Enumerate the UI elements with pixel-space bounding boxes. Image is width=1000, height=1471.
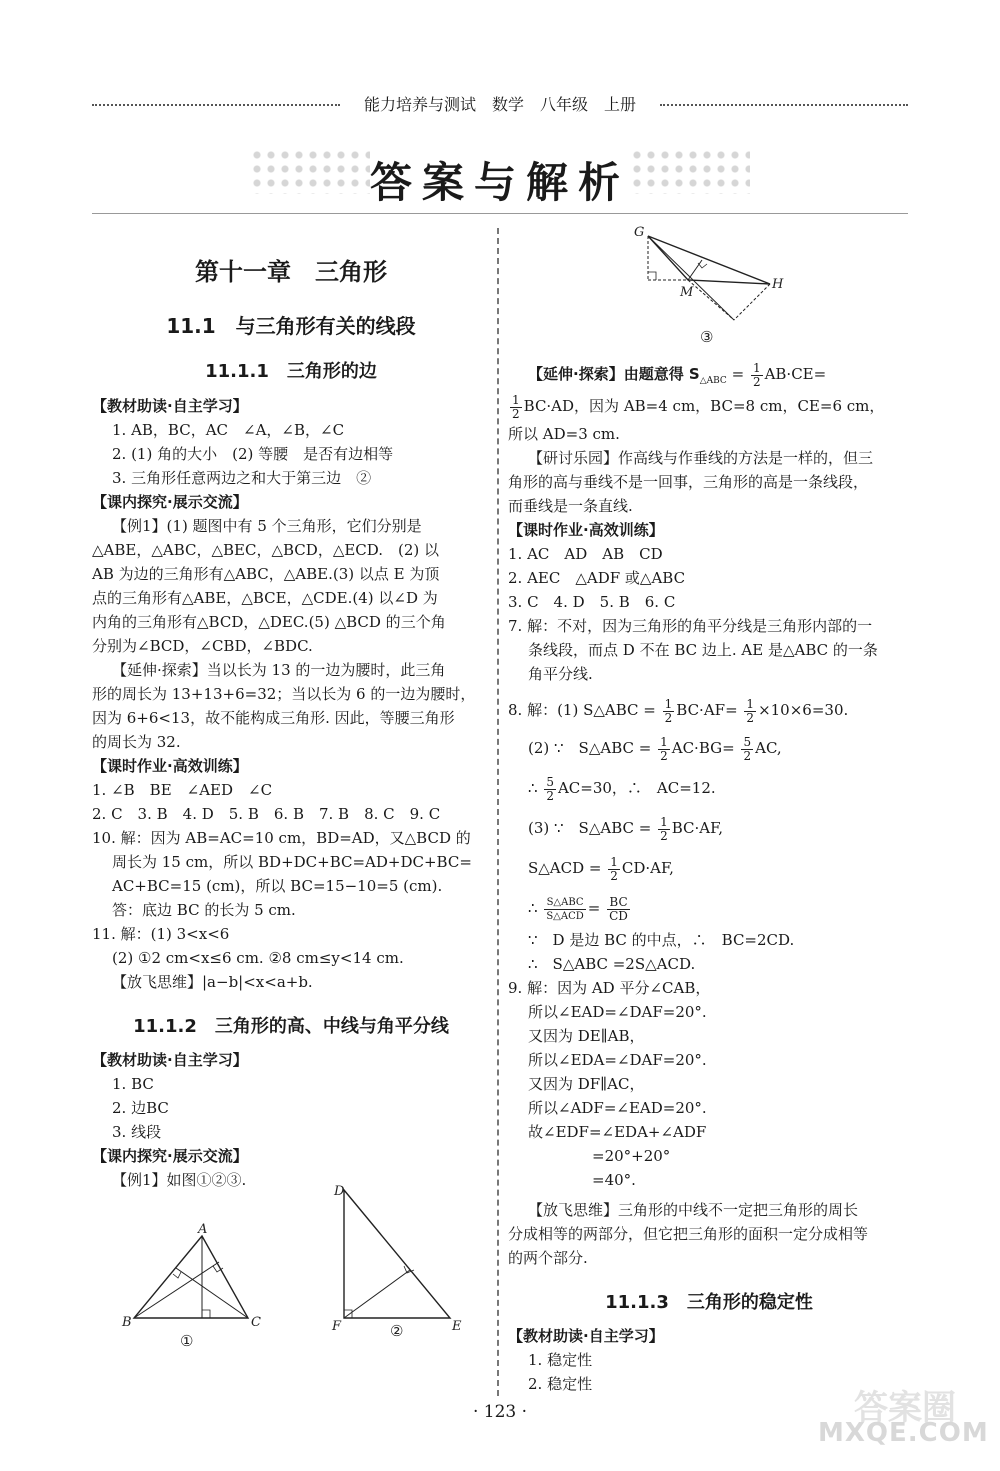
fig2-label-d: D [334,1184,345,1199]
fig1-label-a: A [198,1222,208,1237]
answer-line: 3. C 4. D 5. B 6. C [508,593,676,611]
answer-line: ∵ D 是边 BC 的中点，∴ BC=2CD. [528,931,795,949]
answer-line: 2. AEC △ADF 或△ABC [508,569,686,587]
answer-line: 因为 6+6<13，故不能构成三角形. 因此，等腰三角形 [92,709,455,727]
answer-line: AC+BC=15 (cm)，所以 BC=15−10=5 (cm). [112,877,443,895]
answer-line: 的周长为 32. [92,733,181,751]
answer-line: 11. 解：(1) 3<x<6 [92,925,230,943]
block-heading: 【课内探究·展示交流】 [92,1147,248,1165]
block-heading: 【课内探究·展示交流】 [92,493,248,511]
block-heading: 【教材助读·自主学习】 [92,1051,248,1069]
fig3-caption: ③ [700,328,714,346]
fig1-label-c: C [251,1315,261,1330]
answer-line: 分成相等的两部分，但它把三角形的面积一定分成相等 [508,1225,869,1243]
q8-line-3: ∴ $\frac{5}{2}$ AC=30，∴ AC=12. [528,774,716,803]
answer-line: 3. 三角形任意两边之和大于第三边 ② [112,469,372,487]
figure-2-triangle [326,1180,476,1354]
extension-line-1: 【延伸·探索】由题意得 $S_{\triangle ABC}$ = $\frac{1}{2}$ AB·CE= [528,360,827,389]
fig2-label-e: E [452,1319,462,1334]
answer-line: 答：底边 BC 的长为 5 cm. [112,901,296,919]
fig1-caption: ① [180,1332,194,1350]
research-line-2: 角形的高与垂线不是一回事，三角形的高是一条线段， [508,473,869,491]
answer-line: 【例1】(1) 题图中有 5 个三角形，它们分别是 [112,517,422,535]
answer-line: 1. BC [112,1075,154,1093]
fig2-caption: ② [390,1322,404,1340]
fig3-label-h: H [772,277,784,292]
answer-line: 2. (1) 角的大小 (2) 等腰 是否有边相等 [112,445,394,463]
answer-line: 7. 解：不对，因为三角形的角平分线是三角形内部的一 [508,617,873,635]
running-header: 能力培养与测试 数学 八年级 上册 [340,92,660,115]
fraction: $\frac{1}{2}$ [512,392,520,421]
answer-line: =20°+20° [592,1147,671,1165]
subsection-title-3: 11.1.3 三角形的稳定性 [605,1292,813,1313]
answer-line: 1. ∠B BE ∠AED ∠C [92,781,273,799]
answer-line: =40°. [592,1171,636,1189]
answer-line: 又因为 DF∥AC， [528,1075,645,1093]
answer-line: 条线段，而点 D 不在 BC 边上. AE 是△ABC 的一条 [528,641,878,659]
fig1-label-b: B [122,1315,132,1330]
answer-line: 2. C 3. B 4. D 5. B 6. B 7. B 8. C 9. C [92,805,441,823]
answer-line: 2. 稳定性 [528,1375,593,1393]
answer-line: 【放飞思维】三角形的中线不一定把三角形的周长 [528,1201,859,1219]
header-rule-right [660,104,908,106]
block-heading: 【课时作业·高效训练】 [508,521,664,539]
page-title: 答案与解析 [369,158,630,207]
answer-line: 2. 边BC [112,1099,169,1117]
subsection-title-2: 11.1.2 三角形的高、中线与角平分线 [133,1016,449,1037]
figure-3-triangle [628,224,788,350]
block-heading: 【教材助读·自主学习】 [508,1327,664,1345]
answer-line: 3. 线段 [112,1123,162,1141]
answer-line: 1. AB，BC，AC ∠A，∠B，∠C [112,421,345,439]
header-rule-left [92,104,340,106]
answer-line: ∴ S△ABC =2S△ACD. [528,955,696,973]
answer-line: 又因为 DE∥AB， [528,1027,645,1045]
fraction: $\frac{1}{2}$ [752,360,761,389]
q8-line-1: 8. 解：(1) S△ABC = $\frac{1}{2}$ BC·AF= $\frac{1}{2}$ ×10×6=30. [508,696,849,725]
answer-line: 形的周长为 13+13+6=32；当以长为 6 的一边为腰时， [92,685,476,703]
subsection-title-1: 11.1.1 三角形的边 [205,361,377,382]
research-line-3: 而垂线是一条直线. [508,497,633,515]
answer-line: 的两个部分. [508,1249,588,1267]
answer-line: 所以∠EAD=∠DAF=20°. [528,1003,707,1021]
right-column [508,358,910,1396]
section-title: 11.1 与三角形有关的线段 [166,314,416,338]
figure-1-triangle [118,1222,268,1354]
answer-line: 周长为 15 cm，所以 BD+DC+BC=AD+DC+BC= [112,853,472,871]
answer-line: △ABE，△ABC，△BEC，△BCD，△ECD. (2) 以 [92,541,440,559]
answer-line: 1. AC AD AB CD [508,545,663,563]
answer-line: AB 为边的三角形有△ABC，△ABE.(3) 以点 E 为顶 [92,565,440,583]
watermark-url: MXQE.COM [818,1418,989,1448]
extension-line-3: 所以 AD=3 cm. [508,425,620,443]
block-heading: 【课时作业·高效训练】 [92,757,248,775]
answer-line: 【放飞思维】|a−b|<x<a+b. [112,973,313,991]
answer-line: 点的三角形有△ABE，△BCE，△CDE.(4) 以∠D 为 [92,589,438,607]
fig3-label-m: M [680,285,694,300]
answer-line: (2) ①2 cm<x≤6 cm. ②8 cm≤y<14 cm. [112,949,404,967]
title-rule [92,213,908,214]
answer-line: 所以∠EDA=∠DAF=20°. [528,1051,707,1069]
answer-line: 【例1】如图①②③. [112,1171,247,1189]
q8-line-5: S△ACD = $\frac{1}{2}$ CD·AF, [528,854,674,883]
answer-line: 10. 解：因为 AB=AC=10 cm，BD=AD，又△BCD 的 [92,829,471,847]
answer-line: 内角的三角形有△BCD，△DEC.(5) △BCD 的三个角 [92,613,446,631]
answer-line: 所以∠ADF=∠EAD=20°. [528,1099,707,1117]
answer-line: 角平分线. [528,665,593,683]
answer-line: 故∠EDF=∠EDA+∠ADF [528,1123,707,1141]
q8-line-6: ∴ $\frac{\text{S△ABC}}{\text{S△ACD}}$ = $\frac{BC}{CD}$ [528,894,628,923]
answer-line: 分别为∠BCD，∠CBD，∠BDC. [92,637,313,655]
q8-line-4: (3) ∵ S△ABC = $\frac{1}{2}$ BC·AF, [528,814,723,843]
research-line-1: 【研讨乐园】作高线与作垂线的方法是一样的，但三 [528,449,874,467]
q8-line-2: (2) ∵ S△ABC = $\frac{1}{2}$ AC·BG= $\frac{5}{2}$ AC, [528,734,782,763]
block-heading: 【教材助读·自主学习】 [92,397,248,415]
answer-line: 1. 稳定性 [528,1351,593,1369]
watermark-logo: 答案圈 [854,1388,956,1428]
answer-line: 9. 解：因为 AD 平分∠CAB， [508,979,711,997]
extension-line-2: $\frac{1}{2}$ BC·AD，因为 AB=4 cm，BC=8 cm，CE=6 cm， [512,392,885,421]
answer-line: 【延伸·探索】当以长为 13 的一边为腰时，此三角 [112,661,446,679]
chapter-title: 第十一章 三角形 [195,258,387,286]
fig2-label-f: F [332,1319,342,1334]
fig3-label-g: G [634,225,645,240]
left-column [92,250,490,1192]
column-divider [497,228,499,1396]
page-number: · 123 · [472,1402,528,1422]
